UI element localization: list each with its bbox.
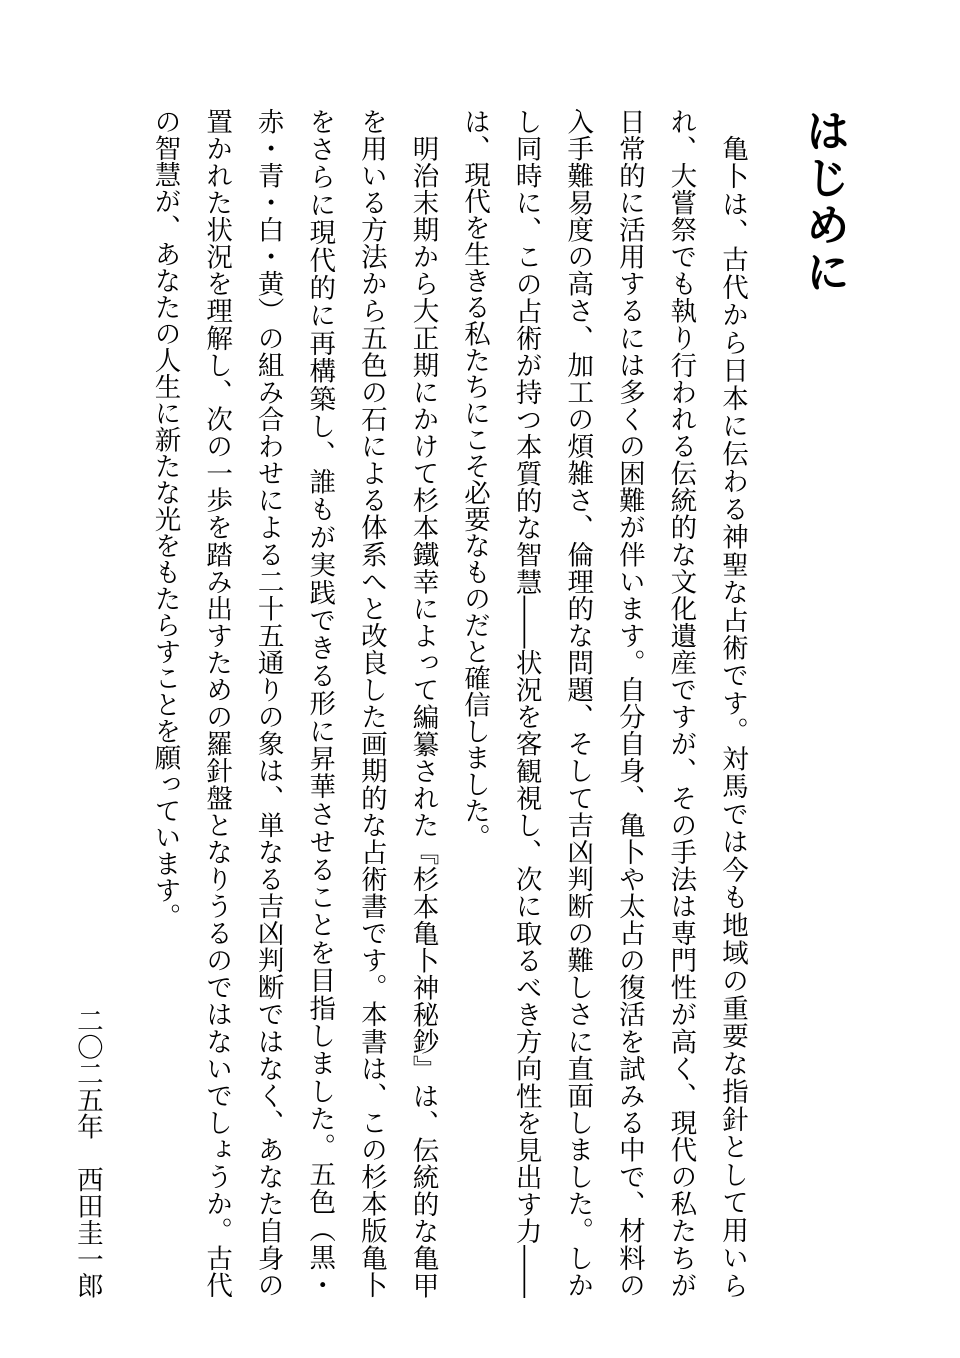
page-title: はじめに <box>798 108 849 296</box>
signature-author: 西田圭一郎 <box>71 1165 103 1298</box>
paragraph-2: 明治末期から大正期にかけて杉本鐵幸によって編纂された『杉本亀卜神秘鈔』は、伝統的な亀甲を用いる方法から五色の石による体系へと改良した画期的な占術書です。本書は、この杉本版亀卜をさらに現代的に再構築し、誰もが実践できる形に昇華させることを目指しました。五色（黒・赤・青・白・黄）の組み合わせによる二十五通りの象は、単なる吉凶判断ではなく、あなた自身の置かれた状況を理解し、次の一歩を踏み出すための羅針盤となりうるのではないでしょうか。古代の智慧が、あなたの人生に新たな光をもたらすことを願っています。 <box>149 108 439 1298</box>
signature-date: 二〇二五年 <box>71 1006 103 1139</box>
vertical-text-block <box>61 108 848 1298</box>
paragraph-1: 亀卜は、古代から日本に伝わる神聖な占術です。対馬では今も地域の重要な指針として用いられ、大嘗祭でも執り行われる伝統的な文化遺産ですが、その手法は専門性が高く、現代の私たちが日常的に活用するには多くの困難が伴います。自分自身、亀卜や太占の復活を試みる中で、材料の入手難易度の高さ、加工の煩雑さ、倫理的な問題、そして吉凶判断の難しさに直面しました。しかし同時に、この占術が持つ本質的な智慧――状況を客観視し、次に取るべき方向性を見出す力――は、現代を生きる私たちにこそ必要なものだと確信しました。 <box>459 108 748 1298</box>
signature <box>61 108 113 1298</box>
